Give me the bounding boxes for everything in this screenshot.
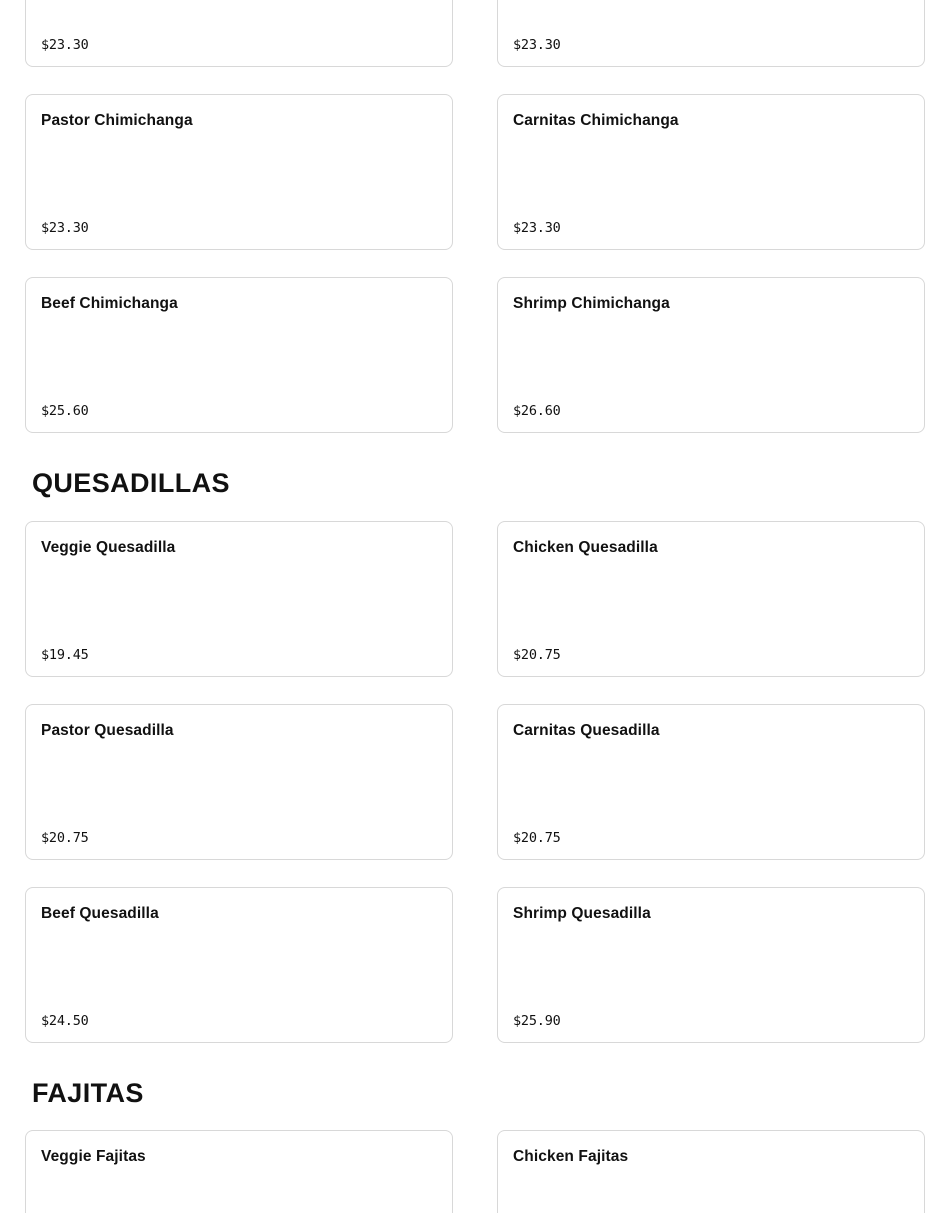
- item-price: $19.45: [41, 646, 89, 663]
- item-name: Beef Quesadilla: [41, 904, 159, 922]
- item-name: Beef Chimichanga: [41, 295, 178, 312]
- menu-item-card[interactable]: [497, 277, 925, 433]
- item-price: $23.30: [41, 220, 89, 236]
- item-name: Chicken Fajitas: [513, 1148, 629, 1166]
- item-price: $23.30: [513, 37, 561, 53]
- item-name: Shrimp Chimichanga: [513, 295, 670, 312]
- item-price: $25.60: [41, 403, 89, 419]
- menu-item-card[interactable]: [497, 887, 925, 1043]
- menu-item-card[interactable]: [25, 704, 453, 860]
- section-fajitas-items: [25, 1130, 925, 1213]
- menu-item-card[interactable]: [497, 1130, 925, 1213]
- item-name: Carnitas Quesadilla: [513, 721, 660, 739]
- item-price: $23.30: [41, 37, 89, 53]
- section-heading-fajitas: FAJITAS: [32, 1077, 144, 1108]
- menu-item-card[interactable]: [25, 887, 453, 1043]
- menu-item-card[interactable]: [497, 704, 925, 860]
- menu-item-card[interactable]: [497, 94, 925, 250]
- item-price: $20.75: [513, 646, 561, 663]
- item-name: Pastor Chimichanga: [41, 112, 193, 129]
- item-price: $24.50: [41, 1012, 89, 1029]
- item-name: Veggie Fajitas: [41, 1148, 146, 1166]
- menu-item-card[interactable]: [25, 0, 453, 67]
- item-price: $25.90: [513, 1012, 561, 1029]
- item-name: Carnitas Chimichanga: [513, 112, 679, 129]
- item-price: $20.75: [513, 829, 561, 846]
- menu-item-card[interactable]: [497, 0, 925, 67]
- item-name: Veggie Quesadilla: [41, 538, 176, 556]
- item-price: $23.30: [513, 220, 561, 236]
- menu-item-card[interactable]: [25, 521, 453, 677]
- menu-item-card[interactable]: [497, 521, 925, 677]
- item-name: Shrimp Quesadilla: [513, 904, 651, 922]
- section-quesadillas-items: [25, 521, 925, 1043]
- menu-item-card[interactable]: [25, 277, 453, 433]
- item-name: Chicken Quesadilla: [513, 538, 658, 556]
- section-heading-quesadillas: QUESADILLAS: [32, 468, 230, 498]
- partial-card-row: [25, 0, 925, 67]
- menu-item-card[interactable]: [25, 94, 453, 250]
- menu-item-card[interactable]: [25, 1130, 453, 1213]
- item-name: Pastor Quesadilla: [41, 721, 174, 739]
- item-price: $20.75: [41, 829, 89, 846]
- item-price: $26.60: [513, 403, 561, 419]
- section-chimichangas-items: [25, 94, 925, 433]
